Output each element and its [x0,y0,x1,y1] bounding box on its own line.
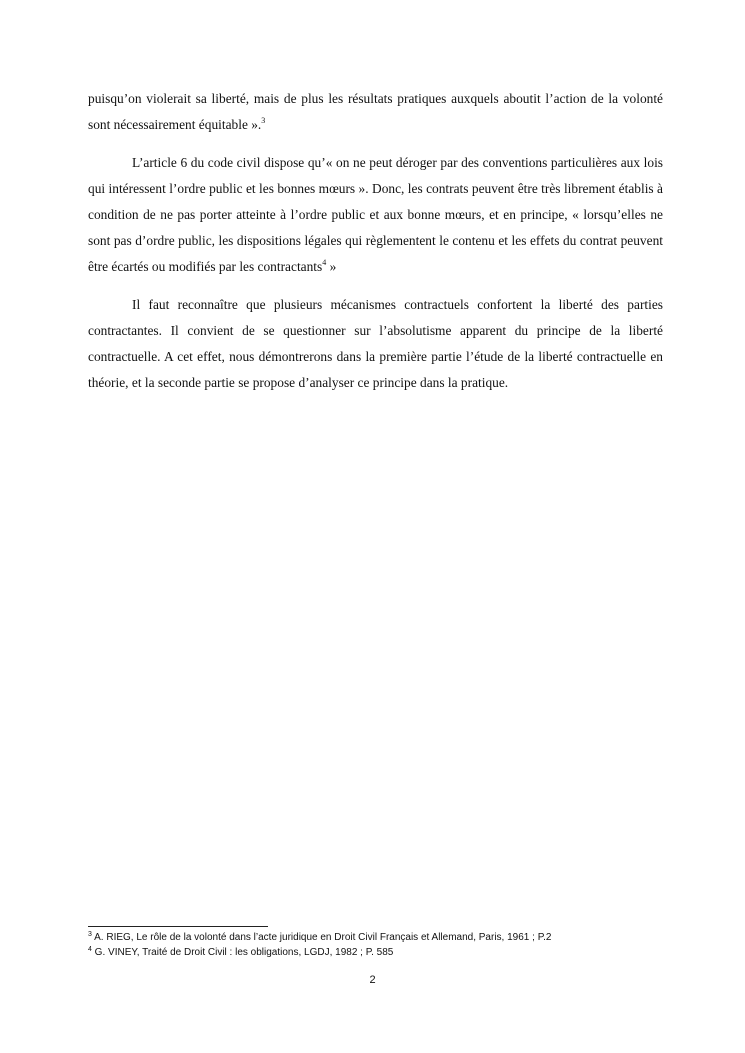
footnote-3 [88,930,688,945]
footnote-4-text: G. VINEY, Traité de Droit Civil : les obligations, LGDJ, 1982 ; P. 585 [91,947,394,958]
footnote-ref-3: 3 [261,116,266,125]
footnote-separator [88,926,268,927]
paragraph-1 [88,86,663,138]
paragraph-1-text: puisqu’on violerait sa liberté, mais de plus les résultats pratiques auxquels aboutit l’action de la volonté sont nécessairement équitable ». [88,91,663,132]
footnote-4-number: 4 [88,946,92,953]
paragraph-2-closing-quote: » [326,259,337,274]
footnote-3-text: A. RIEG, Le rôle de la volonté dans l’acte juridique en Droit Civil Français et Allemand, Paris, 1961 ; P.2 [91,932,552,943]
footnote-3-number: 3 [88,931,92,938]
paragraph-2 [88,150,663,280]
body-text [88,86,663,408]
footnote-ref-4: 4 [322,258,327,267]
footnote-4 [88,945,688,960]
paragraph-2-text: L’article 6 du code civil dispose qu’« on ne peut déroger par des conventions particulières aux lois qui intéressent l’ordre public et les bonnes mœurs ». Donc, les contrats peuvent être très librement établis à condition de ne pas porter atteinte à l’ordre public et aux bonne mœurs, et en principe, « lorsqu’elles ne sont pas d’ordre public, les dispositions légales qui règlementent le contenu et les effets du contrat peuvent être écartés ou modifiés par les contractants [88,155,663,274]
paragraph-3 [88,292,663,396]
footnotes [88,930,688,960]
paragraph-3-text: Il faut reconnaître que plusieurs mécanismes contractuels confortent la liberté des parties contractantes. Il convient de se questionner sur l’absolutisme apparent du principe de la liberté contractuelle. A cet effet, nous démontrerons dans la première partie l’étude de la liberté contractuelle en théorie, et la seconde partie se propose d’analyser ce principe dans la pratique. [88,297,663,390]
page-number: 2 [369,974,376,986]
